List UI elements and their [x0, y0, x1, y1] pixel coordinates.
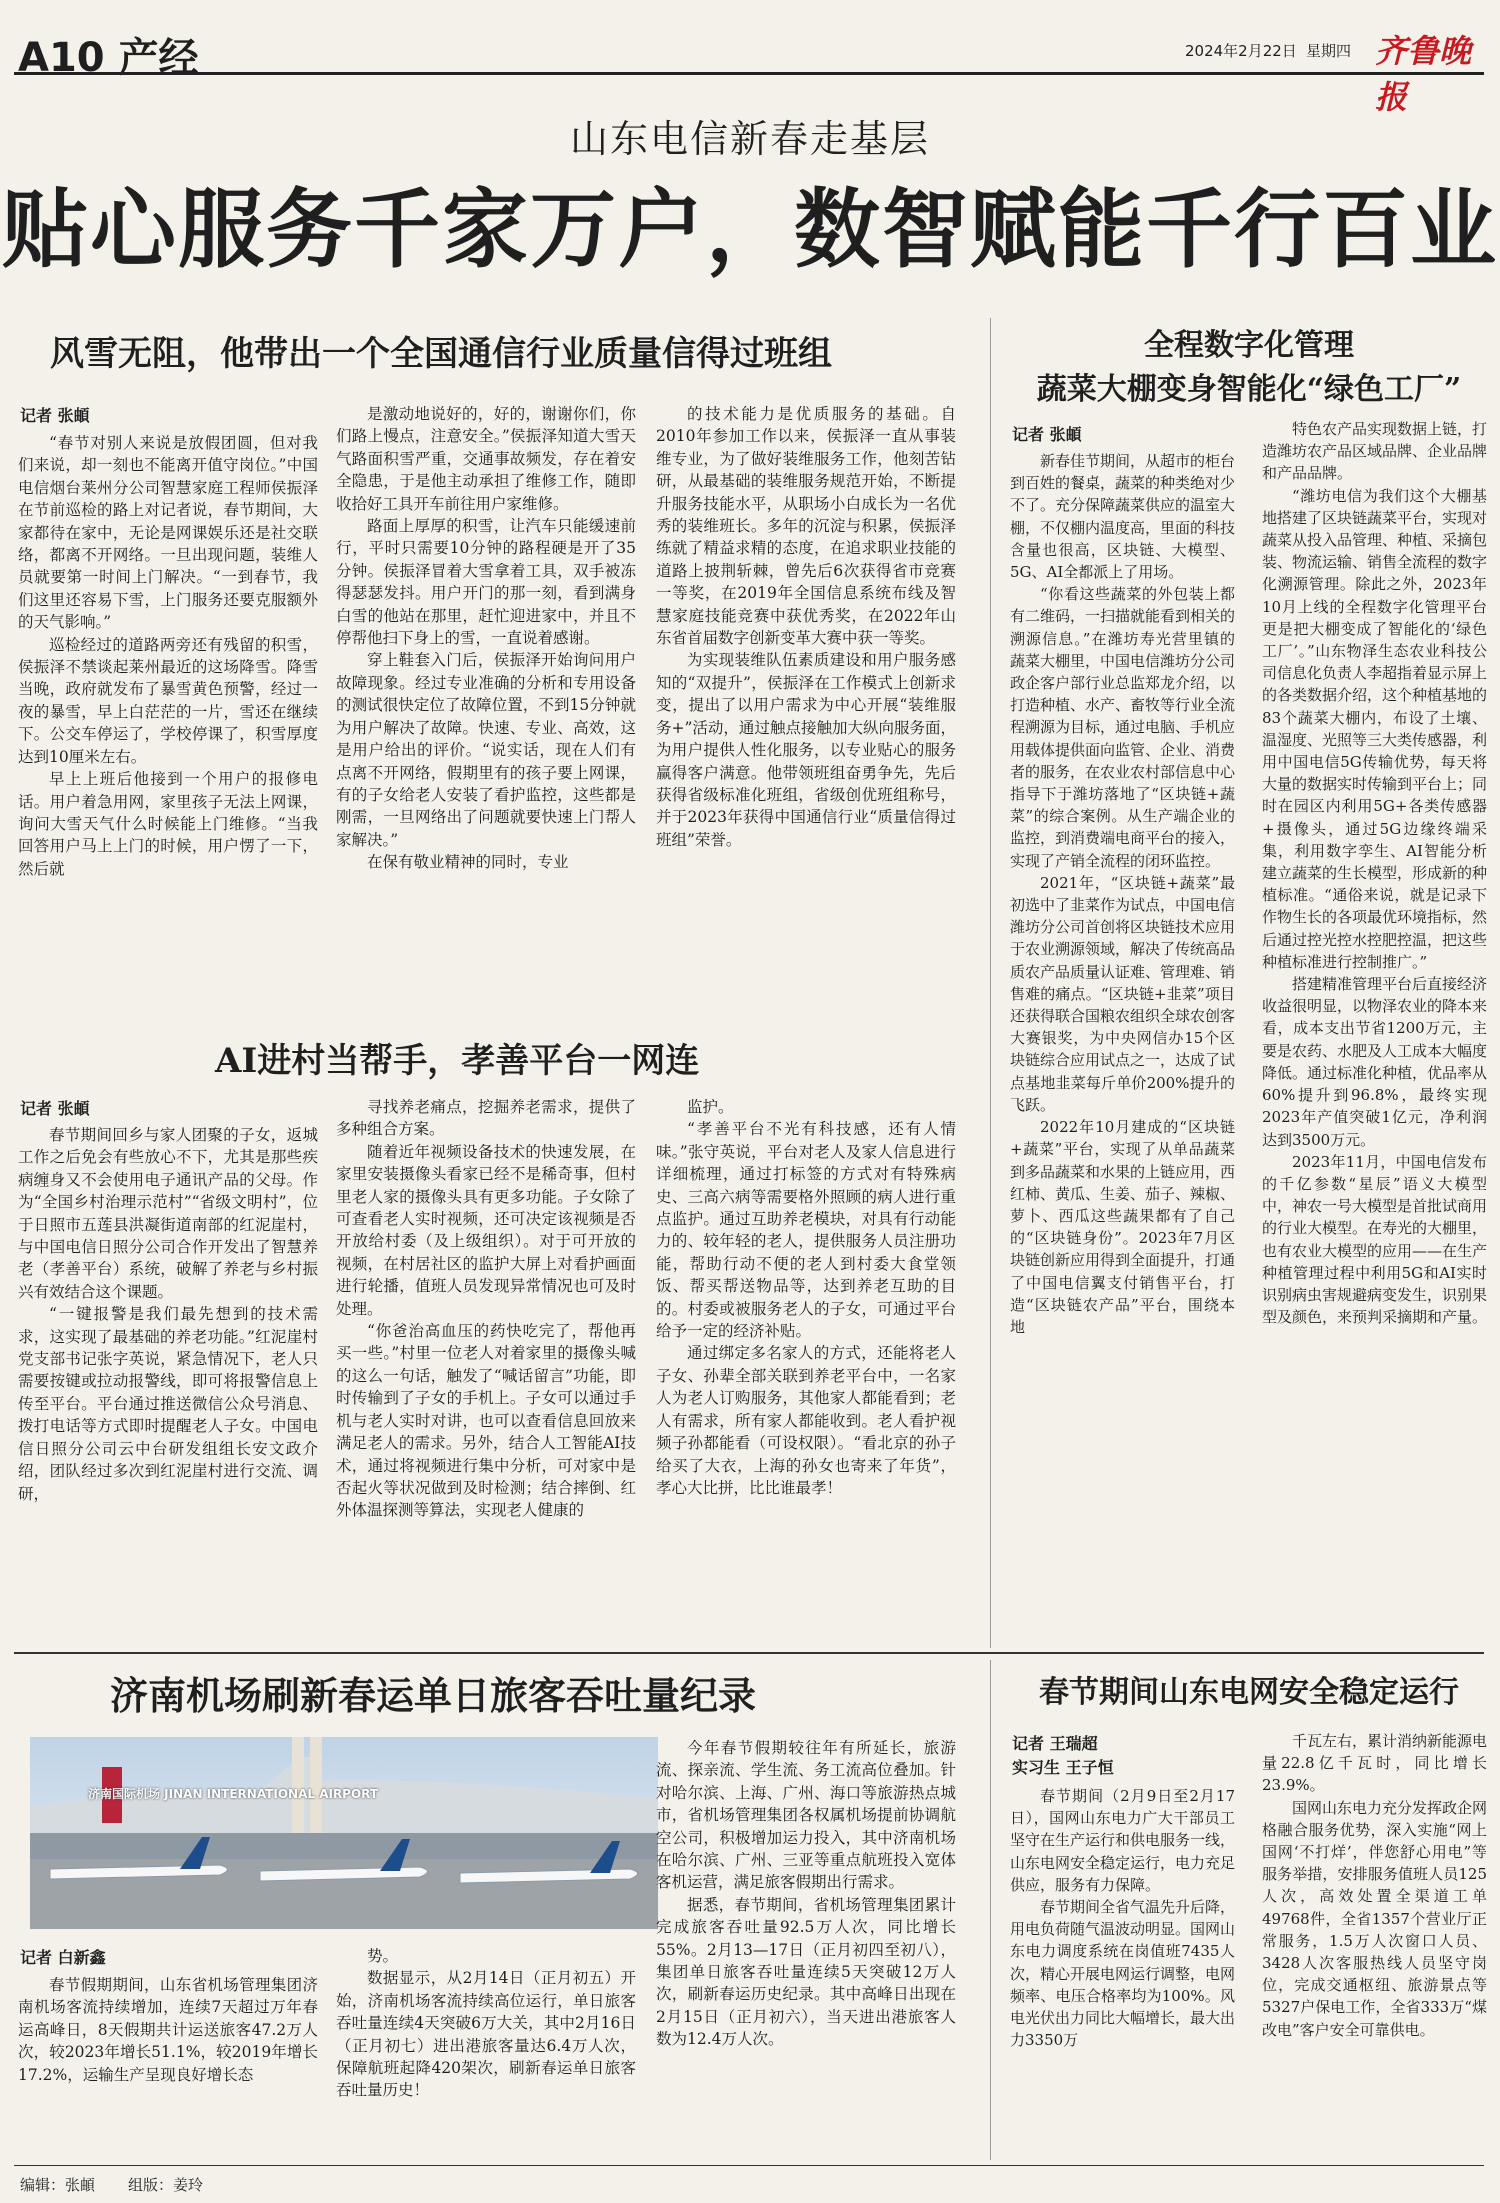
- article3-title-line-2: 蔬菜大棚变身智能化“绿色工厂”: [1036, 372, 1462, 407]
- airport-sign: 济南国际机场 JINAN INTERNATIONAL AIRPORT: [88, 1787, 379, 1801]
- column-divider: [990, 318, 991, 1648]
- bottom-column-divider: [990, 1660, 991, 2160]
- article4-column-2: 势。 数据显示，从2月14日（正月初五）开始，济南机场客流持续高位运行，单日旅客吞吐量连续4天突破6万大关，其中2月16日（正月初七）进出港旅客量达6.4万人次，保障航班起降420架次，刷新春运单日旅客吞吐量历史！: [336, 1947, 636, 2100]
- issue-weekday: 星期四: [1306, 42, 1352, 60]
- article3-column-1: 新春佳节期间，从超市的柜台到百姓的餐桌，蔬菜的种类绝对少不了。充分保障蔬菜供应的温室大棚，不仅棚内温度高，里面的科技含量也很高，区块链、大模型、5G、AI全都派上了用场。 “你看这些蔬菜的外包装上都有二维码，一扫描就能看到相关的溯源信息。”在潍坊寿光营里镇的蔬菜大棚里，中国电信潍坊分公司政企客户部行业总监郑龙介绍，以打造种植、水产、畜牧等行业全流程溯源为目标，通过电脑、手机应用载体提供面向监管、企业、消费者的服务，在农业农村部信息中心指导下于潍坊落地了“区块链+蔬菜”的综合案例。从生产端企业的监控，到消费端电商平台的接入，实现了产销全流程的闭环监控。 2021年，“区块链+蔬菜”最初选中了韭菜作为试点，中国电信潍坊分公司首创将区块链技术应用于农业溯源领域，解决了传统高品质农产品质量认证难、管理难、销售难的痛点。“区块链+韭菜”项目还获得联合国粮农组织全球农创客大赛银奖，为中央网信办15个区块链综合应用试点之一，达成了试点基地韭菜每斤单价200%提升的飞跃。 2022年10月建成的“区块链+蔬菜”平台，实现了从单品蔬菜到多品蔬菜和水果的上链应用，西红柿、黄瓜、生姜、茄子、辣椒、萝卜、西瓜这些蔬果都有了自己的“区块链身份”。2023年7月区块链创新应用得到全面提升，打通了中国电信翼支付销售平台，打造“区块链农产品”平台，围绕本地: [1010, 452, 1235, 1336]
- article5-byline-reporter: 记者 王瑞超: [1012, 1734, 1098, 1753]
- article2-byline: 记者 张頔: [20, 1099, 90, 1118]
- article3-column-2: 特色农产品实现数据上链，打造潍坊农产品区域品牌、企业品牌和产品品牌。 “潍坊电信为我们这个大棚基地搭建了区块链蔬菜平台，实现对蔬菜从投入品管理、种植、采摘包装、物流运输、销售全流程的数字化溯源管理。除此之外，2023年10月上线的全程数字化管理平台更是把大棚变成了智能化的‘绿色工厂’。”山东物泽生态农业科技公司信息化负责人李超指着显示屏上的各类数据介绍，这个种植基地的83个蔬菜大棚内，布设了土壤、温湿度、光照等三大类传感器，利用中国电信5G传输优势，每天将大量的数据实时传输到平台上；同时在园区内利用5G+各类传感器+摄像头，通过5G边缘终端采集，利用数字孪生、AI智能分析建立蔬菜的生长模型，形成新的种植标准。“通俗来说，就是记录下作物生长的各项最优环境指标，然后通过控光控水控肥控温，把这些种植标准进行控制推广。” 搭建精准管理平台后直接经济收益很明显，以物泽农业的降本来看，成本支出节省1200万元，主要是农药、水肥及人工成本大幅度降低。通过标准化种植，优品率从60%提升到96.8%，最终实现2023年产值突破1亿元，净利润达到3500万元。 2023年11月，中国电信发布的千亿参数“星辰”语义大模型中，神农一号大模型是首批试商用的行业大模型。在寿光的大棚里，也有农业大模型的应用——在生产种植管理过程中利用5G和AI实时识别病虫害规避病变发生，识别果型及颜色，来预判采摘期和产量。: [1262, 420, 1487, 1327]
- article1-column-2: 是激动地说好的，好的，谢谢你们，你们路上慢点，注意安全。”侯振泽知道大雪天气路面积雪严重，交通事故频发，存在着安全隐患，于是他主动承担了维修工作，随即收拾好工具开车前往用户家维修。 路面上厚厚的积雪，让汽车只能缓速前行，平时只需要10分钟的路程硬是开了35分钟。侯振泽冒着大雪拿着工具，双手被冻得瑟瑟发抖。用户开门的那一刻，看到满身白雪的他站在那里，赶忙迎进家中，并且不停帮他扫下身上的雪，一直说着感谢。 穿上鞋套入门后，侯振泽开始询问用户故障现象。经过专业准确的分析和专用设备的测试很快定位了故障位置，不到15分钟就为用户解决了故障。快速、专业、高效，这是用户给出的评价。“说实话，现在人们有点离不开网络，假期里有的孩子要上网课，有的子女给老人安装了看护监控，这些都是刚需，一旦网络出了问题就要快速上门帮人家解决。” 在保有敬业精神的同时，专业: [336, 405, 636, 872]
- footer-rule: [14, 2165, 1484, 2166]
- article3-title-line-1: 全程数字化管理: [1144, 328, 1354, 363]
- article1-column-1: “春节对别人来说是放假团圆，但对我们来说，却一刻也不能离开值守岗位。”中国电信烟台莱州分公司智慧家庭工程师侯振泽在节前巡检的路上对记者说，春节期间，大家都待在家中，无论是网课娱乐还是社交联络，都离不开网络。一旦出现问题，装维人员就要第一时间上门解决。“一到春节，我们这里还容易下雪，上门服务还要克服额外的天气影响。” 巡检经过的道路两旁还有残留的积雪，侯振泽不禁谈起莱州最近的这场降雪。降雪当晚，政府就发布了暴雪黄色预警，经过一夜的暴雪，早上白茫茫的一片，雪还在继续下。公交车停运了，学校停课了，积雪厚度达到10厘米左右。 早上上班后他接到一个用户的报修电话。用户着急用网，家里孩子无法上网课，询问大雪天气什么时候能上门维修。“当我回答用户马上上门的时候，用户愣了一下，然后就: [18, 434, 318, 878]
- airport-photo: [30, 1737, 658, 1929]
- page-section-label: A10 产经: [18, 35, 199, 81]
- issue-date: 2024年2月22日: [1185, 42, 1297, 60]
- footer-editor: 编辑：张頔: [20, 2176, 96, 2194]
- feature-kicker: 山东电信新春走基层: [569, 117, 930, 161]
- section-rule: [14, 1652, 1484, 1654]
- footer-layout: 组版：姜玲: [128, 2176, 204, 2194]
- article2-column-1: 春节期间回乡与家人团聚的子女，返城工作之后免会有些放心不下，尤其是那些疾病缠身又不会使用电子通讯产品的父母。作为“全国乡村治理示范村”“省级文明村”，位于日照市五莲县洪凝街道南部的红泥崖村，与中国电信日照分公司合作开发出了智慧养老（孝善平台）系统，破解了养老与乡村振兴有效结合这个课题。 “一键报警是我们最先想到的技术需求，这实现了最基础的养老功能。”红泥崖村党支部书记张字英说，紧急情况下，老人只需要按键或拉动报警线，即可将报警信息上传至平台。平台通过推送微信公众号消息、拨打电话等方式即时提醒老人子女。中国电信日照分公司云中台研发组组长安文政介绍，团队经过多次到红泥崖村进行交流、调研，: [18, 1126, 318, 1503]
- article4-byline: 记者 白新鑫: [20, 1948, 106, 1967]
- article4-title: 济南机场刷新春运单日旅客吞吐量纪录: [110, 1673, 757, 1718]
- article4-column-3: 今年春节假期较往年有所延长，旅游流、探亲流、学生流、务工流高位叠加。针对哈尔滨、上海、广州、海口等旅游热点城市，省机场管理集团各权属机场提前协调航空公司，积极增加运力投入，其中济南机场在哈尔滨、广州、三亚等重点航班投入宽体客机运营，满足旅客假期出行需求。 据悉，春节期间，省机场管理集团累计完成旅客吞吐量92.5万人次，同比增长55%。2月13—17日（正月初四至初八），集团单日旅客吞吐量连续5天突破12万人次，刷新春运历史纪录。其中高峰日出现在2月15日（正月初六），当天进出港旅客人数为12.4万人次。: [656, 1739, 956, 2049]
- article1-byline: 记者 张頔: [20, 406, 90, 425]
- article2-column-3: 监护。 “孝善平台不光有科技感，还有人情味。”张守英说，平台对老人及家人信息进行详细梳理，通过打标签的方式对有特殊病史、三高六病等需要格外照顾的病人进行重点监护。通过互助养老模块，对具有行动能力的、较年轻的老人，提供服务人员注册功能，帮助行动不便的老人到村委大食堂领饭、帮买帮送物品等，达到养老互助的目的。村委或被服务老人的子女，可通过平台给予一定的经济补贴。 通过绑定多名家人的方式，还能将老人子女、孙辈全部关联到养老平台中，一名家人为老人订购服务，其他家人都能看到；老人有需求，所有家人都能收到。老人看护视频子孙都能看（可设权限）。“看北京的孙子给买了大衣，上海的孙女也寄来了年货”，孝心大比拼，比比谁最孝！: [656, 1098, 956, 1497]
- article5-column-2: 千瓦左右，累计消纳新能源电量22.8亿千瓦时，同比增长23.9%。 国网山东电力充分发挥政企网格融合服务优势，深入实施“网上国网‘不打烊’，伴您舒心用电”等服务举措，安排服务值班人员125人次，高效处置全渠道工单49768件，全省1357个营业厅正常服务，1.5万人次窗口人员、3428人次客服热线人员坚守岗位，完成交通枢纽、旅游景点等5327户保电工作，全省333万“煤改电”客户安全可靠供电。: [1262, 1732, 1487, 2039]
- article5-byline-intern: 实习生 王子恒: [1012, 1758, 1114, 1777]
- newspaper-logo: 齐鲁晚报: [1375, 32, 1472, 116]
- article5-title: 春节期间山东电网安全稳定运行: [1039, 1675, 1459, 1710]
- article3-byline: 记者 张頔: [1012, 425, 1082, 444]
- article5-column-1: 春节期间（2月9日至2月17日），国网山东电力广大干部员工坚守在生产运行和供电服务一线，山东电网安全稳定运行，电力充足供应，服务有力保障。 春节期间全省气温先升后降，用电负荷随气温波动明显。国网山东电力调度系统在岗值班7435人次，精心开展电网运行调整，电网频率、电压合格率均为100%。风电光伏出力同比大幅增长，最大出力3350万: [1010, 1787, 1235, 2050]
- article1-title: 风雪无阻，他带出一个全国通信行业质量信得过班组: [50, 334, 832, 374]
- article2-column-2: 寻找养老痛点，挖掘养老需求，提供了多种组合方案。 随着近年视频设备技术的快速发展，在家里安装摄像头看家已经不是稀奇事，但村里老人家的摄像头具有更多功能。子女除了可查看老人实时视频，还可决定该视频是否开放给村委（及上级组织）。对于可开放的视频，在村居社区的监护大屏上对看护画面进行轮播，值班人员发现异常情况也可及时处理。 “你爸治高血压的药快吃完了，帮他再买一些。”村里一位老人对着家里的摄像头喊的这么一句话，触发了“喊话留言”功能，即时传输到了子女的手机上。子女可以通过手机与老人实时对讲，也可以查看信息回放来满足老人的需求。另外，结合人工智能AI技术，通过将视频进行集中分析，可对家中是否起火等状况做到及时检测；结合摔倒、红外体温探测等算法，实现老人健康的: [336, 1098, 636, 1520]
- article2-title: AI进村当帮手，孝善平台一网连: [215, 1041, 700, 1081]
- article1-column-3: 的技术能力是优质服务的基础。自2010年参加工作以来，侯振泽一直从事装维专业，为了做好装维服务工作，他刻苦钻研，从最基础的装维服务规范开始，不断提升服务技能水平，从职场小白成长为一名优秀的装维班长。多年的沉淀与积累，侯振泽练就了精益求精的态度，在追求职业技能的道路上披荆斩棘，曾先后6次获得省市竞赛一等奖，在2019年全国信息系统布线及智慧家庭技能竞赛中获优秀奖，在2022年山东省首届数字创新变革大赛中获一等奖。 为实现装维队伍素质建设和用户服务感知的“双提升”，侯振泽在工作模式上创新求变，提出了以用户需求为中心开展“装维服务+”活动，通过触点接触加大纵向服务面，为用户提供人性化服务，以专业贴心的服务赢得客户满意。他带领班组奋勇争先，先后获得省级标准化班组，省级创优班组称号，并于2023年获得中国通信行业“质量信得过班组”荣誉。: [656, 405, 956, 849]
- masthead-rule: [14, 72, 1484, 75]
- feature-headline: 贴心服务千家万户，数智赋能千行百业: [2, 179, 1498, 280]
- article4-column-1: 春节假期期间，山东省机场管理集团济南机场客流持续增加，连续7天超过万年春运高峰日，8天假期共计运送旅客47.2万人次，较2023年增长51.1%，较2019年增长17.2%，运输生产呈现良好增长态: [18, 1976, 318, 2084]
